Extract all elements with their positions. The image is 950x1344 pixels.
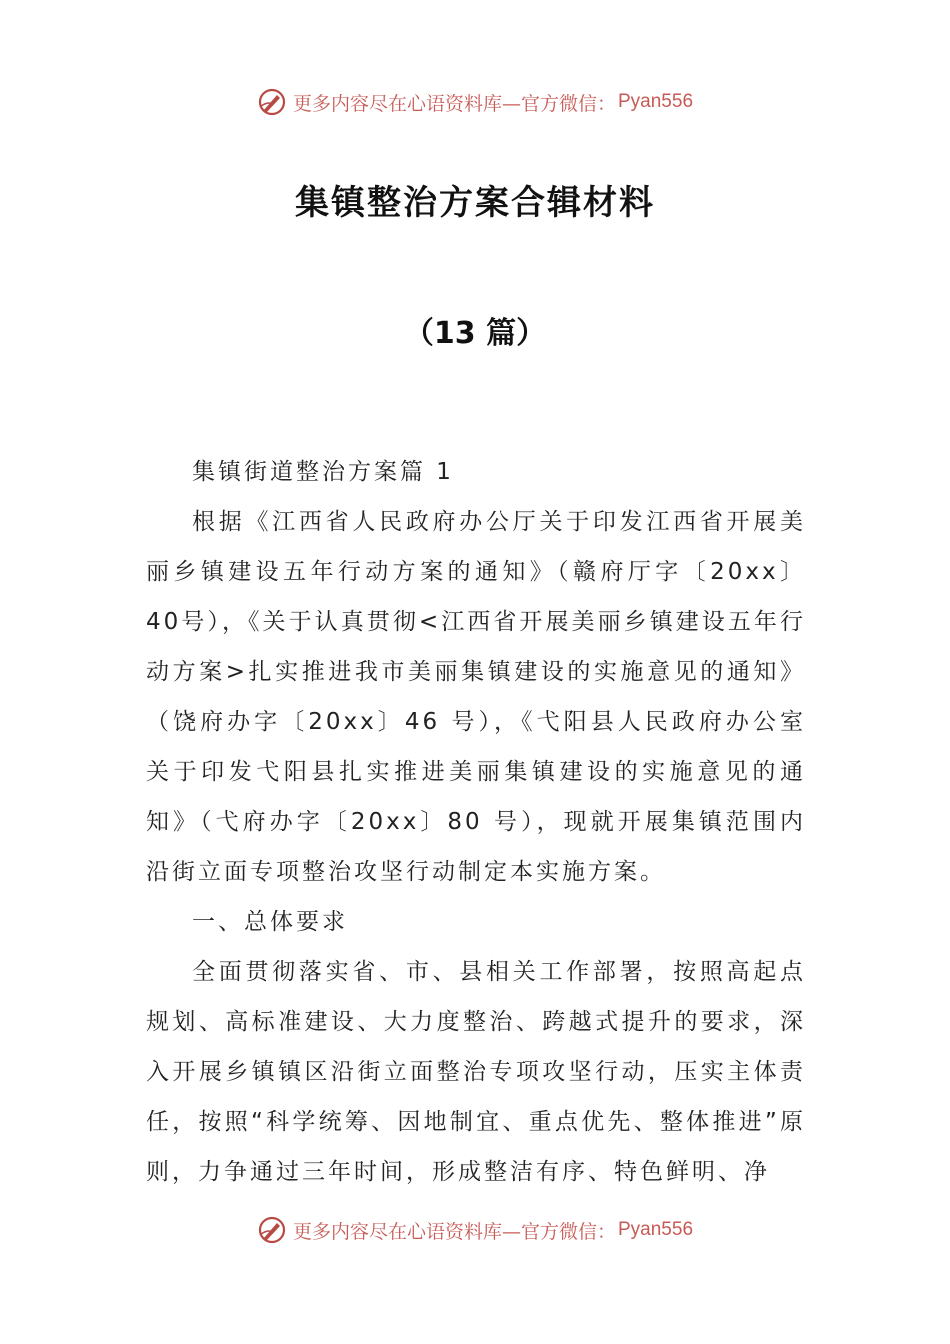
section-heading: 一、总体要求 [192, 909, 348, 935]
pen-logo-icon [257, 87, 287, 117]
watermark-account: Pyan556 [618, 1219, 694, 1240]
watermark-header [0, 82, 950, 122]
paragraph: 全面贯彻落实省、市、县相关工作部署，按照高起点规划、高标准建设、大力度整治、跨越式提升的要求，深入开展乡镇镇区沿街立面整治专项攻坚行动，压实主体责任，按照“科学统筹、因地制宜、重点优先、整体推进”原则，力争通过三年时间，形成整洁有序、特色鲜明、净 [146, 959, 806, 1185]
document-subtitle: （13 篇） [403, 316, 547, 351]
watermark-footer [0, 1210, 950, 1250]
watermark-account: Pyan556 [618, 91, 694, 112]
document-body [146, 447, 806, 1197]
pen-logo-icon [257, 1215, 287, 1245]
section-heading: 集镇街道整治方案篇 1 [192, 459, 454, 485]
paragraph: 根据《江西省人民政府办公厅关于印发江西省开展美丽乡镇建设五年行动方案的通知》（赣府厅字〔20xx〕40号），《关于认真贯彻<江西省开展美丽乡镇建设五年行动方案>扎实推进我市美丽集镇建设的实施意见的通知》（饶府办字〔20xx〕46 号），《弋阳县人民政府办公室关于印发弋阳县扎实推进美丽集镇建设的实施意见的通知》（弋府办字〔20xx〕80 号），现就开展集镇范围内沿街立面专项整治攻坚行动制定本实施方案。 [146, 509, 806, 885]
document-title: 集镇整治方案合辑材料 [295, 183, 655, 223]
watermark-text: 更多内容尽在心语资料库—官方微信： [292, 1220, 616, 1243]
watermark-text: 更多内容尽在心语资料库—官方微信： [292, 92, 616, 115]
